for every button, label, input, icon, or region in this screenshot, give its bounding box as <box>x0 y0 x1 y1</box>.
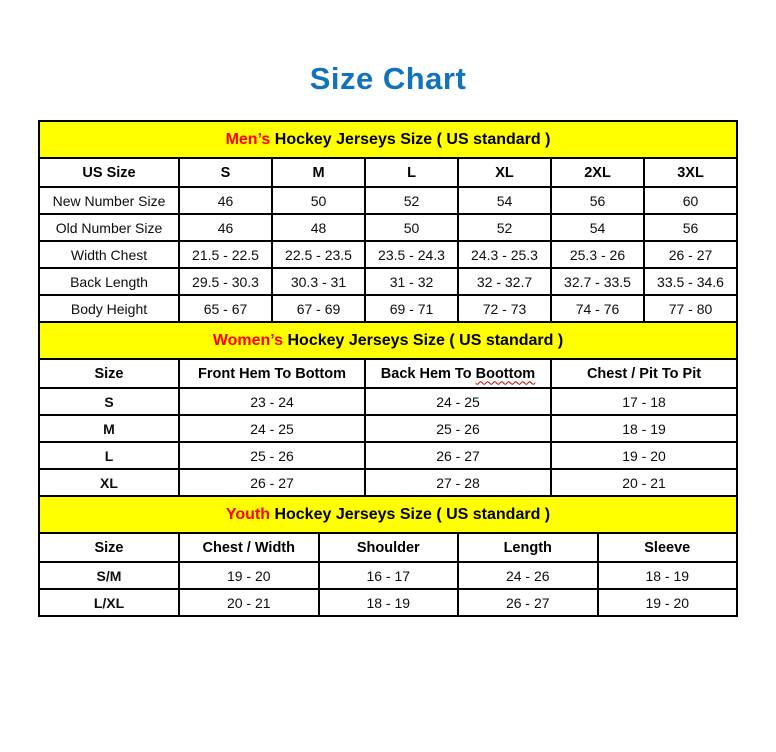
youth-section-title-rest: Hockey Jerseys Size ( US standard ) <box>270 505 551 523</box>
row-label: S/M <box>39 562 179 589</box>
womens-column-header-row <box>39 359 737 388</box>
column-header: 3XL <box>644 158 737 187</box>
row-label: M <box>39 415 179 442</box>
column-header: Shoulder <box>319 533 459 562</box>
column-header: Length <box>458 533 598 562</box>
size-chart <box>38 120 738 617</box>
mens-section-title-rest: Hockey Jerseys Size ( US standard ) <box>270 130 551 148</box>
size-cell: 52 <box>365 187 458 214</box>
size-cell: 26 - 27 <box>458 589 598 616</box>
column-header: S <box>179 158 272 187</box>
table-row <box>39 241 737 268</box>
womens-section-title <box>39 322 737 359</box>
size-cell: 20 - 21 <box>179 589 319 616</box>
size-cell: 72 - 73 <box>458 295 551 322</box>
youth-section-header <box>39 496 737 533</box>
table-row <box>39 415 737 442</box>
column-header: XL <box>458 158 551 187</box>
column-header-text: Back Hem To <box>380 365 476 382</box>
size-cell: 26 - 27 <box>179 469 365 496</box>
size-cell: 48 <box>272 214 365 241</box>
size-cell: 24 - 25 <box>365 388 551 415</box>
womens-section-header <box>39 322 737 359</box>
size-cell: 56 <box>551 187 644 214</box>
column-header: US Size <box>39 158 179 187</box>
row-label: S <box>39 388 179 415</box>
size-cell: 24 - 26 <box>458 562 598 589</box>
column-header <box>365 359 551 388</box>
size-cell: 18 - 19 <box>598 562 738 589</box>
column-header: Sleeve <box>598 533 738 562</box>
column-header: Size <box>39 359 179 388</box>
column-header: 2XL <box>551 158 644 187</box>
size-cell: 26 - 27 <box>644 241 737 268</box>
size-cell: 25 - 26 <box>365 415 551 442</box>
row-label: L/XL <box>39 589 179 616</box>
misspelled-word: Boottom <box>475 365 536 382</box>
youth-section-title <box>39 496 737 533</box>
youth-size-table <box>38 495 738 617</box>
mens-section-title-highlight: Men’s <box>225 130 271 148</box>
size-cell: 17 - 18 <box>551 388 737 415</box>
size-cell: 65 - 67 <box>179 295 272 322</box>
size-cell: 16 - 17 <box>319 562 459 589</box>
size-cell: 24 - 25 <box>179 415 365 442</box>
size-cell: 19 - 20 <box>551 442 737 469</box>
row-label: New Number Size <box>39 187 179 214</box>
row-label: Width Chest <box>39 241 179 268</box>
page-title: Size Chart <box>309 61 467 96</box>
size-cell: 54 <box>458 187 551 214</box>
size-cell: 24.3 - 25.3 <box>458 241 551 268</box>
youth-section-title-highlight: Youth <box>225 505 270 523</box>
size-cell: 46 <box>179 187 272 214</box>
size-chart-page <box>0 60 776 617</box>
column-header: Front Hem To Bottom <box>179 359 365 388</box>
table-row <box>39 388 737 415</box>
size-cell: 25 - 26 <box>179 442 365 469</box>
column-header: Chest / Pit To Pit <box>551 359 737 388</box>
size-cell: 19 - 20 <box>179 562 319 589</box>
mens-column-header-row <box>39 158 737 187</box>
womens-size-table <box>38 321 738 497</box>
youth-column-header-row <box>39 533 737 562</box>
table-row <box>39 469 737 496</box>
size-cell: 50 <box>365 214 458 241</box>
column-header: L <box>365 158 458 187</box>
size-cell: 74 - 76 <box>551 295 644 322</box>
size-cell: 46 <box>179 214 272 241</box>
table-row <box>39 295 737 322</box>
size-cell: 54 <box>551 214 644 241</box>
table-row <box>39 268 737 295</box>
womens-section-title-highlight: Women’s <box>212 331 284 349</box>
womens-section-title-rest: Hockey Jerseys Size ( US standard ) <box>283 331 564 349</box>
size-cell: 32 - 32.7 <box>458 268 551 295</box>
size-cell: 50 <box>272 187 365 214</box>
size-cell: 18 - 19 <box>319 589 459 616</box>
row-label: Body Height <box>39 295 179 322</box>
table-row <box>39 214 737 241</box>
size-cell: 19 - 20 <box>598 589 738 616</box>
size-cell: 31 - 32 <box>365 268 458 295</box>
column-header: Chest / Width <box>179 533 319 562</box>
size-cell: 69 - 71 <box>365 295 458 322</box>
size-cell: 18 - 19 <box>551 415 737 442</box>
row-label: Old Number Size <box>39 214 179 241</box>
size-cell: 21.5 - 22.5 <box>179 241 272 268</box>
size-cell: 67 - 69 <box>272 295 365 322</box>
mens-size-table <box>38 120 738 323</box>
size-cell: 25.3 - 26 <box>551 241 644 268</box>
mens-section-header <box>39 121 737 158</box>
mens-section-title <box>39 121 737 158</box>
size-cell: 27 - 28 <box>365 469 551 496</box>
size-cell: 30.3 - 31 <box>272 268 365 295</box>
table-row <box>39 187 737 214</box>
size-cell: 60 <box>644 187 737 214</box>
size-cell: 26 - 27 <box>365 442 551 469</box>
column-header: M <box>272 158 365 187</box>
row-label: Back Length <box>39 268 179 295</box>
row-label: XL <box>39 469 179 496</box>
table-row <box>39 442 737 469</box>
column-header: Size <box>39 533 179 562</box>
table-row <box>39 589 737 616</box>
size-cell: 22.5 - 23.5 <box>272 241 365 268</box>
size-cell: 52 <box>458 214 551 241</box>
size-cell: 33.5 - 34.6 <box>644 268 737 295</box>
size-cell: 77 - 80 <box>644 295 737 322</box>
table-row <box>39 562 737 589</box>
row-label: L <box>39 442 179 469</box>
size-cell: 20 - 21 <box>551 469 737 496</box>
size-cell: 32.7 - 33.5 <box>551 268 644 295</box>
size-cell: 56 <box>644 214 737 241</box>
size-cell: 23 - 24 <box>179 388 365 415</box>
size-cell: 29.5 - 30.3 <box>179 268 272 295</box>
size-cell: 23.5 - 24.3 <box>365 241 458 268</box>
